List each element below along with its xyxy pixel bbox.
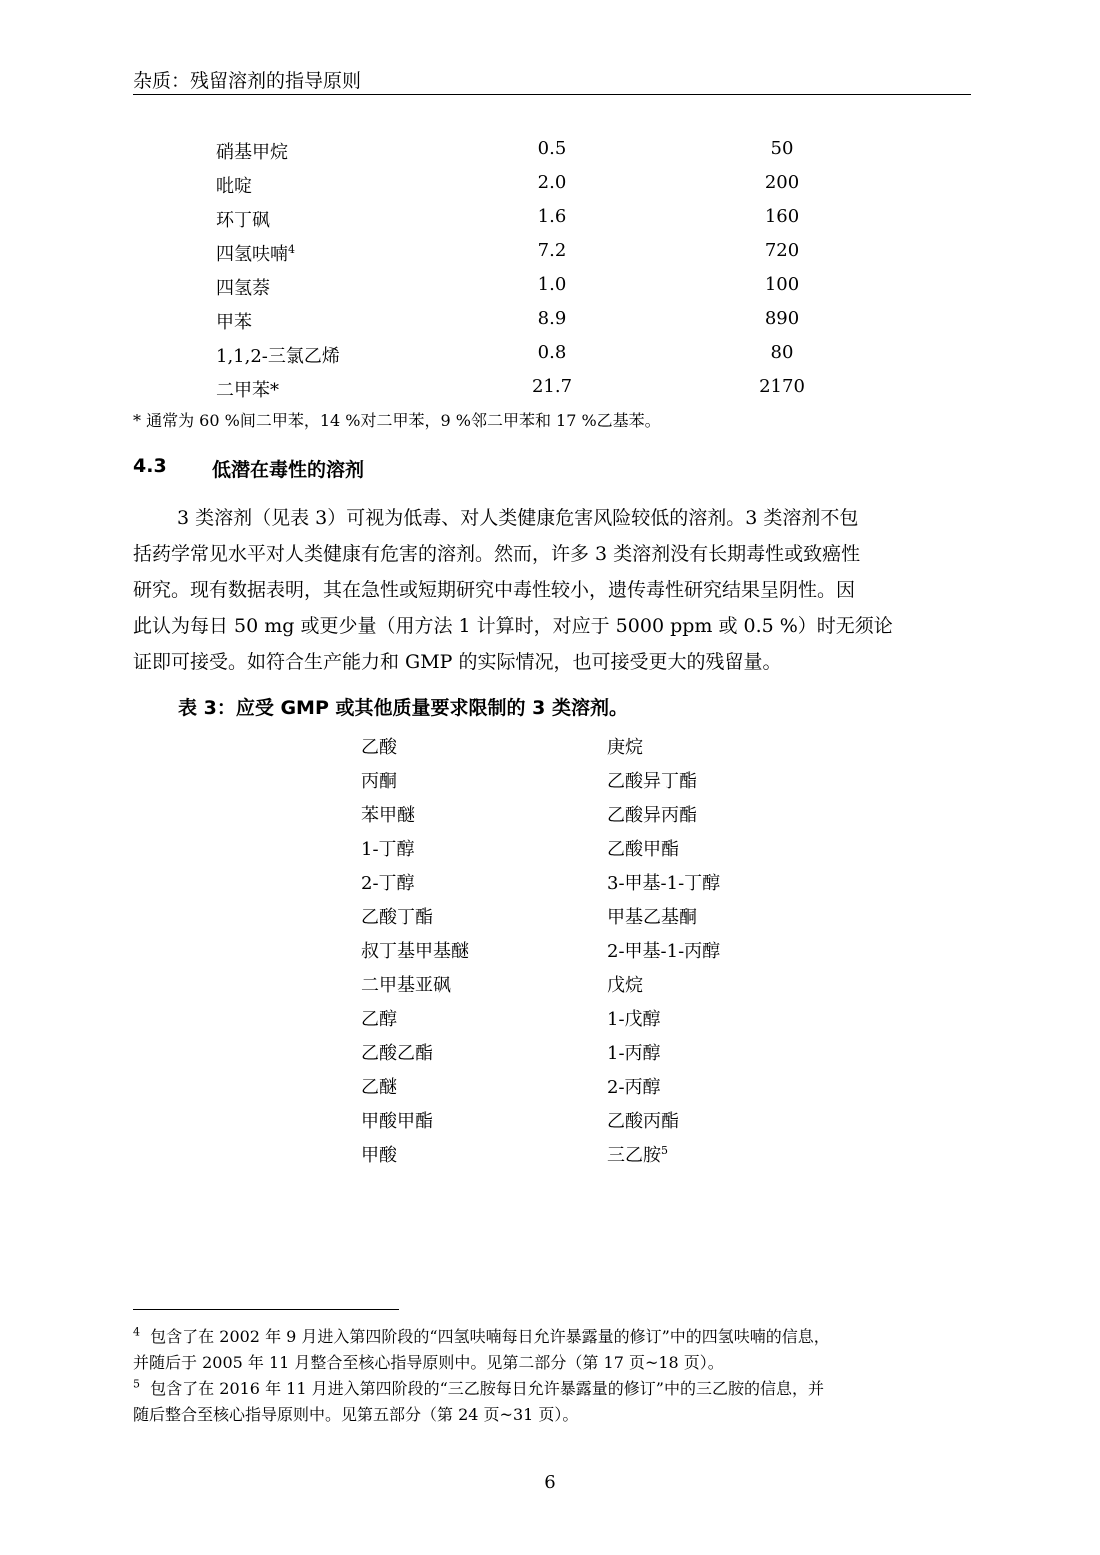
- pde-value: 8.9: [537, 308, 567, 329]
- footnote-ref: 5: [661, 1144, 668, 1157]
- solvent-name: 1-丁醇: [361, 839, 415, 860]
- solvent-name-text: 三乙胺: [607, 1145, 661, 1166]
- solvent-name: 乙酸丁酯: [361, 907, 433, 928]
- footnote-rule: [133, 1309, 399, 1310]
- solvent-name: 苯甲醚: [361, 805, 415, 826]
- limit-value: 80: [770, 342, 794, 363]
- solvent-name: 四氢萘: [216, 278, 270, 299]
- pde-value: 0.8: [537, 342, 567, 363]
- pde-value: 7.2: [537, 240, 567, 261]
- solvent-name: 硝基甲烷: [216, 142, 288, 163]
- solvent-name: 甲酸甲酯: [361, 1111, 433, 1132]
- solvent-name: 吡啶: [216, 176, 252, 197]
- paragraph-line: 3 类溶剂（见表 3）可视为低毒、对人类健康危害风险较低的溶剂。3 类溶剂不包: [177, 507, 859, 529]
- solvent-name: 甲酸: [361, 1145, 397, 1166]
- solvent-name: 2-丁醇: [361, 873, 415, 894]
- paragraph-line: 括药学常见水平对人类健康有危害的溶剂。然而，许多 3 类溶剂没有长期毒性或致癌性: [133, 543, 861, 565]
- limit-value: 100: [764, 274, 800, 295]
- section-number: 4.3: [133, 455, 167, 477]
- limit-value: 200: [764, 172, 800, 193]
- solvent-name: 乙酸丙酯: [607, 1111, 679, 1132]
- footnote-ref: 4: [288, 243, 295, 256]
- running-header: 杂质：残留溶剂的指导原则: [133, 70, 362, 92]
- footnote-text: 包含了在 2002 年 9 月进入第四阶段的“四氢呋喃每日允许暴露量的修订”中的四氢呋喃的信息，: [150, 1327, 830, 1346]
- footnote: [133, 1324, 830, 1347]
- pde-value: 1.0: [537, 274, 567, 295]
- pde-value: 1.6: [537, 206, 567, 227]
- page-number: 6: [544, 1472, 556, 1493]
- solvent-name: 1-戊醇: [607, 1009, 661, 1030]
- footnote: [133, 1376, 824, 1399]
- paragraph-line: 研究。现有数据表明，其在急性或短期研究中毒性较小，遗传毒性研究结果呈阴性。因: [133, 579, 856, 601]
- table-note: * 通常为 60 %间二甲苯，14 %对二甲苯，9 %邻二甲苯和 17 %乙基苯。: [133, 411, 661, 430]
- solvent-name: 3-甲基-1-丁醇: [607, 873, 721, 894]
- solvent-name: [216, 240, 295, 266]
- solvent-name: 二甲基亚砜: [361, 975, 451, 996]
- solvent-name: 庚烷: [607, 737, 643, 758]
- footnote-mark: 5: [133, 1377, 140, 1391]
- solvent-name: 乙酸异丁酯: [607, 771, 697, 792]
- solvent-name: 乙醚: [361, 1077, 397, 1098]
- solvent-name: 乙酸甲酯: [607, 839, 679, 860]
- solvent-name: 2-丙醇: [607, 1077, 661, 1098]
- solvent-name: 乙酸异丙酯: [607, 805, 697, 826]
- solvent-name: 1,1,2-三氯乙烯: [216, 346, 340, 367]
- pde-value: 0.5: [537, 138, 567, 159]
- paragraph-line: 此认为每日 50 mg 或更少量（用方法 1 计算时，对应于 5000 ppm 或 0.5 %）时无须论: [133, 615, 893, 637]
- limit-value: 160: [764, 206, 800, 227]
- solvent-name: 二甲苯*: [216, 380, 279, 401]
- header-rule: [133, 94, 971, 95]
- solvent-name: 戊烷: [607, 975, 643, 996]
- limit-value: 720: [764, 240, 800, 261]
- paragraph-line: 证即可接受。如符合生产能力和 GMP 的实际情况，也可接受更大的残留量。: [133, 651, 782, 673]
- limit-value: 2170: [759, 376, 805, 397]
- section-title: 低潜在毒性的溶剂: [212, 459, 365, 481]
- table3-caption: 表 3：应受 GMP 或其他质量要求限制的 3 类溶剂。: [178, 697, 628, 719]
- solvent-name: 环丁砜: [216, 210, 270, 231]
- solvent-name: 乙酸: [361, 737, 397, 758]
- footnote-mark: 4: [133, 1325, 140, 1339]
- footnote-text: 包含了在 2016 年 11 月进入第四阶段的“三乙胺每日允许暴露量的修订”中的三乙胺的信息，并: [150, 1379, 824, 1398]
- solvent-name-text: 四氢呋喃: [216, 244, 288, 265]
- solvent-name: 丙酮: [361, 771, 397, 792]
- solvent-name: 甲苯: [216, 312, 252, 333]
- pde-value: 21.7: [531, 376, 573, 397]
- solvent-name: 叔丁基甲基醚: [361, 941, 469, 962]
- solvent-name: 1-丙醇: [607, 1043, 661, 1064]
- limit-value: 50: [770, 138, 794, 159]
- limit-value: 890: [764, 308, 800, 329]
- solvent-name: [607, 1141, 668, 1167]
- footnote-continuation: 随后整合至核心指导原则中。见第五部分（第 24 页~31 页）。: [133, 1405, 579, 1424]
- solvent-name: 甲基乙基酮: [607, 907, 697, 928]
- solvent-name: 乙酸乙酯: [361, 1043, 433, 1064]
- footnote-continuation: 并随后于 2005 年 11 月整合至核心指导原则中。见第二部分（第 17 页~18 页）。: [133, 1353, 724, 1372]
- solvent-name: 乙醇: [361, 1009, 397, 1030]
- pde-value: 2.0: [537, 172, 567, 193]
- solvent-name: 2-甲基-1-丙醇: [607, 941, 721, 962]
